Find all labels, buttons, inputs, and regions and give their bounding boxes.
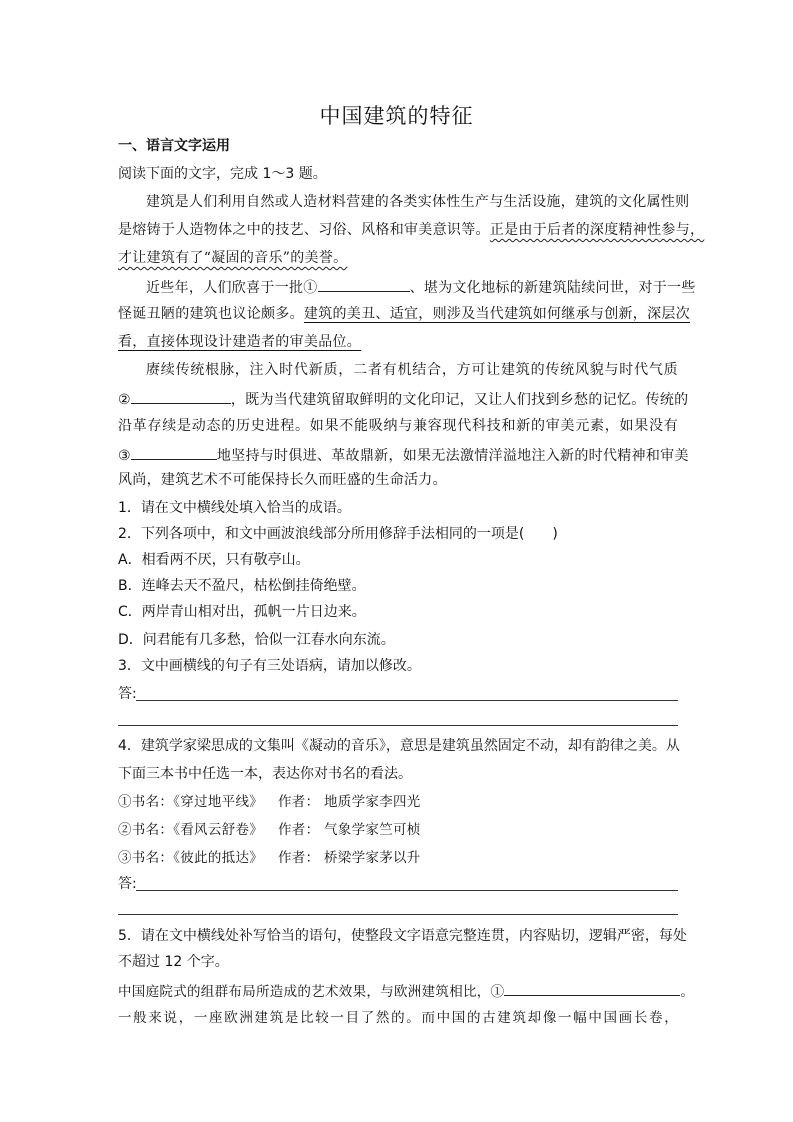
wavy-underlined-sentence-end: 才让建筑有了“凝固的音乐”的美誉。 [118,250,348,266]
question-5-line1: 5．请在文中横线处补写恰当的语句，使整段文字语意完整连贯，内容贴切，逻辑严密，每处 [118,928,687,944]
book-3 [118,848,421,868]
section-heading: 一、语言文字运用 [118,138,230,154]
question-5-line2: 不超过 12 个字。 [118,954,229,970]
para3-line4 [118,444,689,466]
answer-line-q3[interactable] [118,684,678,704]
para2-line2-start: 怪诞丑陋的建筑也议论颇多。 [118,306,304,322]
para1-line1: 建筑是人们利用自然或人造材料营建的各类实体性生产与生活设施，建筑的文化属性则 [146,194,690,210]
question-2: 2．下列各项中，和文中画波浪线部分所用修辞手法相同的一项是( ) [118,526,558,542]
wavy-underlined-sentence: 正是由于后者的深度精神性参与， [489,222,705,238]
para2-line1 [118,276,706,298]
circle-2: ② [118,392,131,408]
answer-line-q4[interactable] [118,874,678,894]
para1-line3 [118,248,678,268]
book-2 [118,820,421,840]
question-1: 1．请在文中横线处填入恰当的成语。 [118,500,351,516]
answer-rule [136,700,678,701]
book-3-author: 作者： 桥梁学家茅以升 [278,850,421,866]
book-1 [118,792,421,812]
answer-label: 答: [118,686,137,702]
option-d[interactable]: D．问君能有几多愁，恰似一江春水向东流。 [118,632,395,648]
para3-line4-end: 地坚持与时俱进、革故鼎新，如果无法激情洋溢地注入新的时代精神和审美 [216,448,689,464]
page-title: 中国建筑的特征 [319,104,474,128]
option-a[interactable]: A．相看两不厌，只有敬亭山。 [118,552,310,568]
para3-line3: 沿革存续是动态的历史进程。如果不能吸纳与兼容现代科技和新的审美元素，如果没有 [118,418,678,434]
underlined-sentence-end: 看，直接体现设计建造者的审美品位。 [118,334,362,350]
para5-line1-end: 。 [680,984,695,1000]
underlined-sentence: 建筑的美丑、适宜，则涉及当代建筑如何继承与创新，深层次 [303,306,691,322]
answer-rule [136,890,678,891]
para2-line2 [118,304,691,324]
question-4-line1: 4．建筑学家梁思成的文集叫《凝动的音乐》，意思是建筑虽然固定不动，却有韵律之美。从 [118,738,680,754]
para3-line1: 赓续传统根脉，注入时代新质，二者有机结合，方可让建筑的传统风貌与时代气质 [146,362,678,378]
para5-line1 [118,980,695,1002]
blank-q5-1[interactable] [504,980,680,996]
answer-rule-2[interactable] [118,725,678,726]
para3-line2 [118,388,689,410]
para3-line2-end: ，既为当代建筑留取鲜明的文化印记，又让人们找到乡愁的记忆。传统的 [230,392,689,408]
question-4-line2: 下面三本书中任选一本，表达你对书名的看法。 [118,766,412,782]
para1-line2 [118,220,705,240]
circle-3: ③ [118,448,131,464]
blank-3[interactable] [131,444,217,460]
book-2-author: 作者： 气象学家竺可桢 [278,822,421,838]
option-c[interactable]: C．两岸青山相对出，孤帆一片日边来。 [118,604,366,620]
blank-2[interactable] [131,388,231,404]
answer-rule-q4-2[interactable] [118,914,678,915]
book-1-title: ①书名：《穿过地平线》 [118,794,264,810]
para3-line5: 风尚，建筑艺术不可能保持长久而旺盛的生命活力。 [118,472,447,488]
para2-line3 [118,332,678,352]
answer-label: 答: [118,876,137,892]
para1-line2-text: 是熔铸于人造物体之中的技艺、习俗、风格和审美意识等。 [118,222,490,238]
book-1-author: 作者： 地质学家李四光 [278,794,421,810]
para2-line1-end: 、堪为文化地标的新建筑陆续问世，对于一些 [409,280,696,296]
option-b[interactable]: B．连峰去天不盈尺，枯松倒挂倚绝壁。 [118,578,366,594]
instruction-text: 阅读下面的文字，完成 1～3 题。 [118,166,327,182]
blank-1[interactable] [318,276,410,292]
para5-line1-start: 中国庭院式的组群布局所造成的艺术效果，与欧洲建筑相比，① [118,984,505,1000]
question-3: 3．文中画横线的句子有三处语病，请加以修改。 [118,658,421,674]
para2-line1-start: 近些年，人们欣喜于一批① [146,280,318,296]
book-2-title: ②书名：《看风云舒卷》 [118,822,264,838]
para5-line2: 一般来说，一座欧洲建筑是比较一目了然的。而中国的古建筑却像一幅中国画长卷， [118,1010,678,1026]
book-3-title: ③书名：《彼此的抵达》 [118,850,264,866]
